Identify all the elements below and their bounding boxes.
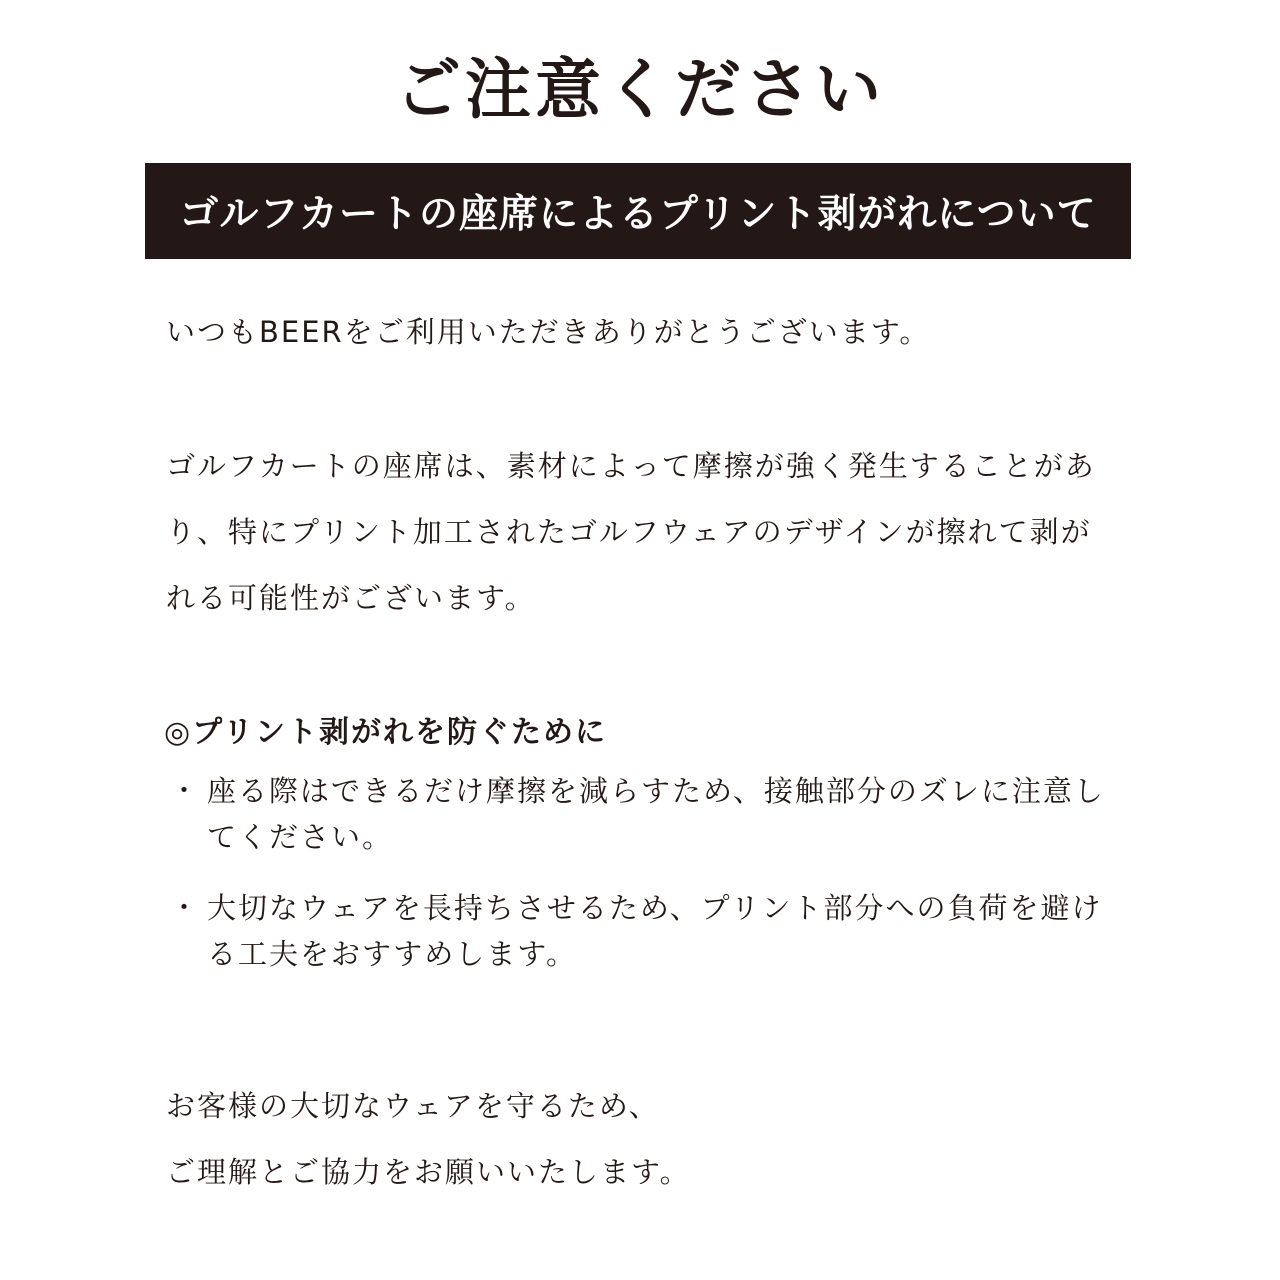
bullet-item-2-line-1: 大切なウェアを長持ちさせるため、プリント部分への負荷を避け — [207, 891, 1103, 925]
paragraph-line-3: れる可能性がございます。 — [166, 581, 536, 615]
paragraph-line-1: ゴルフカートの座席は、素材によって摩擦が強く発生することがあ — [166, 449, 1096, 483]
page-title: ご注意ください — [395, 51, 885, 128]
bullet-item-1-line-1: 座る際はできるだけ摩擦を減らすため、接触部分のズレに注意し — [207, 774, 1105, 808]
bullet-item-1-line-2: てください。 — [207, 820, 394, 854]
notice-banner — [145, 163, 1131, 259]
closing-line-1: お客様の大切なウェアを守るため、 — [166, 1089, 660, 1123]
banner-text: ゴルフカートの座席によるプリント剥がれについて — [179, 192, 1097, 237]
bullet-icon: ・ — [170, 891, 199, 924]
bullet-item-2-line-2: る工夫をおすすめします。 — [207, 937, 577, 971]
prevention-heading: ◎プリント剥がれを防ぐために — [164, 715, 607, 750]
paragraph-line-2: り、特にプリント加工されたゴルフウェアのデザインが擦れて剥が — [166, 515, 1092, 549]
closing-line-2: ご理解とご協力をお願いいたします。 — [166, 1155, 691, 1189]
greeting-text: いつもBEERをご利用いただきありがとうございます。 — [166, 315, 931, 349]
bullet-icon: ・ — [170, 774, 199, 807]
